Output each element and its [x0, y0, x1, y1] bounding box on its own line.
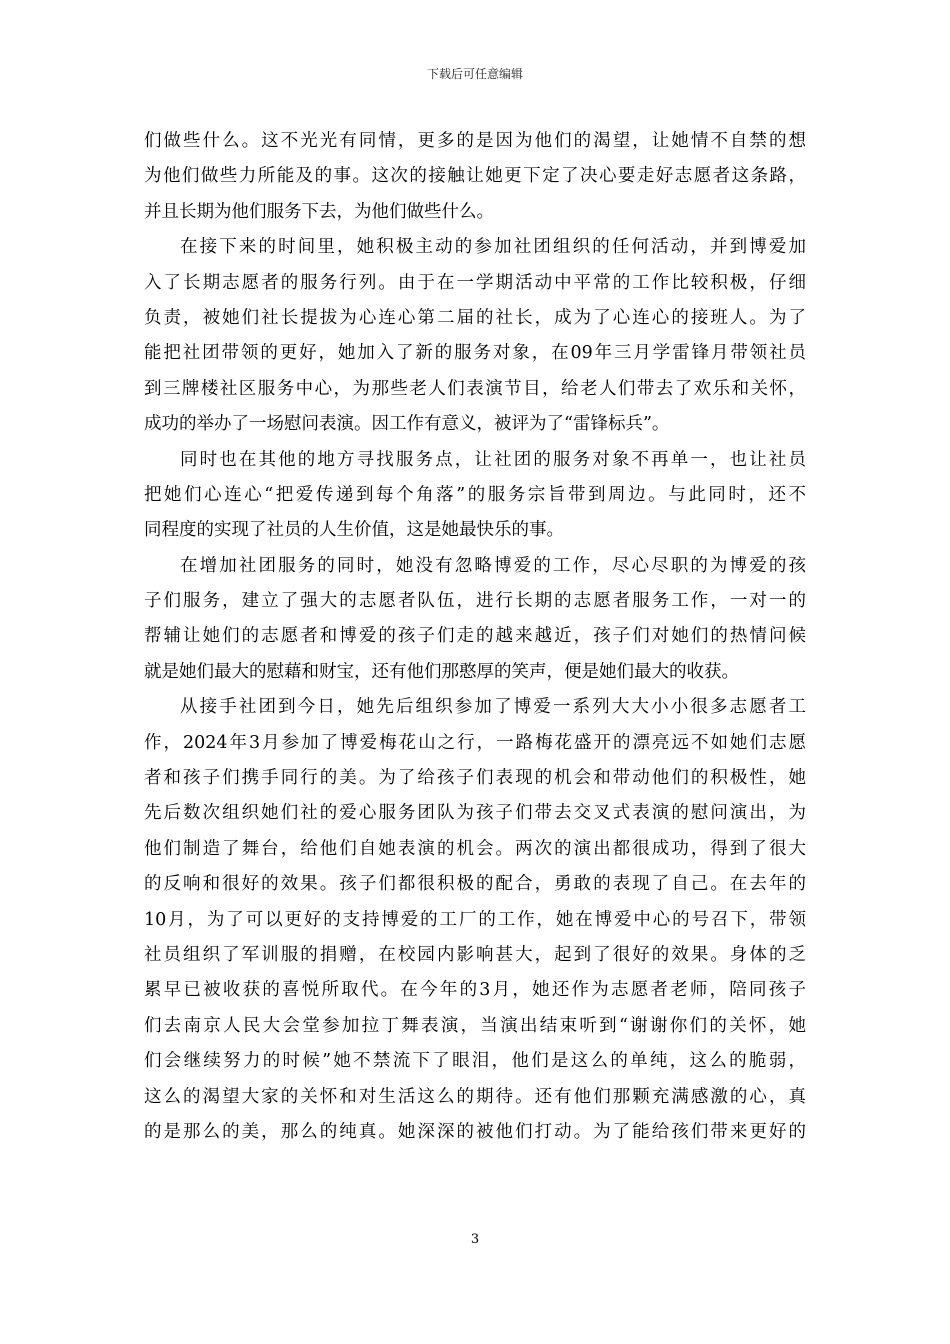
- body-text: [144, 124, 806, 1150]
- text-line: 他们制造了舞台，给他们自她表演的机会。两次的演出都很成功，得到了很大: [144, 838, 806, 859]
- text-line: 的反响和很好的效果。孩子们都很积极的配合，勇敢的表现了自己。在去年的: [144, 874, 806, 895]
- paragraph-start-line: 从接手社团到今日，她先后组织参加了博爱一系列大大小小很多志愿者工: [180, 697, 806, 718]
- text-line: 们做些什么。这不光光有同情，更多的是因为他们的渴望，让她情不自禁的想: [144, 131, 806, 151]
- paragraph-start-line: 在接下来的时间里，她积极主动的参加社团组织的任何活动，并到博爱加: [180, 237, 806, 258]
- page-number: 3: [470, 1232, 480, 1247]
- text-line: 的是那么的美，那么的纯真。她深深的被他们打动。为了能给孩们带来更好的: [144, 1121, 806, 1142]
- text-line: 子们服务，建立了强大的志愿者队伍，进行长期的志愿者服务工作，一对一的: [144, 591, 806, 612]
- text-line: 们会继续努力的时候”她不禁流下了眼泪，他们是这么的单纯，这么的脆弱，: [144, 1051, 806, 1072]
- text-line: 们去南京人民大会堂参加拉丁舞表演，当演出结束听到“谢谢你们的关怀，她: [144, 1015, 806, 1036]
- text-line: 者和孩子们携手同行的美。为了给孩子们表现的机会和带动他们的积极性，她: [144, 768, 806, 789]
- text-line: 成功的举办了一场慰问表演。因工作有意义，被评为了“雷锋标兵”。: [144, 414, 670, 435]
- text-line: 并且长期为他们服务下去，为他们做些什么。: [144, 201, 494, 222]
- text-line: 到三牌楼社区服务中心，为那些老人们表演节目，给老人们带去了欢乐和关怀，: [144, 378, 806, 399]
- text-line: 作，2024年3月参加了博爱梅花山之行，一路梅花盛开的漂亮远不如她们志愿: [144, 732, 806, 753]
- paragraph-start-line: 在增加社团服务的同时，她没有忽略博爱的工作，尽心尽职的为博爱的孩: [180, 555, 806, 576]
- text-line: 为他们做些力所能及的事。这次的接触让她更下定了决心要走好志愿者这条路，: [144, 166, 806, 187]
- text-line: 社员组织了军训服的捐赠，在校园内影响甚大，起到了很好的效果。身体的乏: [144, 944, 806, 965]
- page-header: 下载后可任意编辑: [426, 67, 523, 81]
- text-line: 就是她们最大的慰藉和财宝，还有他们那憨厚的笑声，便是她们最大的收获。: [144, 661, 739, 682]
- text-line: 入了长期志愿者的服务行列。由于在一学期活动中平常的工作比较积极，仔细: [144, 272, 806, 293]
- paragraph-start-line: 同时也在其他的地方寻找服务点，让社团的服务对象不再单一，也让社员: [180, 449, 806, 470]
- text-line: 能把社团带领的更好，她加入了新的服务对象，在09年三月学雷锋月带领社员: [144, 343, 806, 364]
- text-line: 帮辅让她们的志愿者和博爱的孩子们走的越来越近，孩子们对她们的热情问候: [144, 626, 806, 647]
- text-line: 把她们心连心“把爱传递到每个角落”的服务宗旨带到周边。与此同时，还不: [144, 484, 806, 505]
- text-line: 这么的渴望大家的关怀和对生活这么的期待。还有他们那颗充满感激的心，真: [144, 1086, 806, 1107]
- text-line: 累早已被收获的喜悦所取代。在今年的3月，她还作为志愿者老师，陪同孩子: [144, 980, 806, 1001]
- text-line: 10月，为了可以更好的支持博爱的工厂的工作，她在博爱中心的号召下，带领: [144, 909, 806, 930]
- text-line: 同程度的实现了社员的人生价值，这是她最快乐的事。: [144, 520, 564, 541]
- text-line: 先后数次组织她们社的爱心服务团队为孩子们带去交叉式表演的慰问演出，为: [144, 803, 806, 824]
- text-line: 负责，被她们社长提拔为心连心第二届的社长，成为了心连心的接班人。为了: [144, 307, 806, 328]
